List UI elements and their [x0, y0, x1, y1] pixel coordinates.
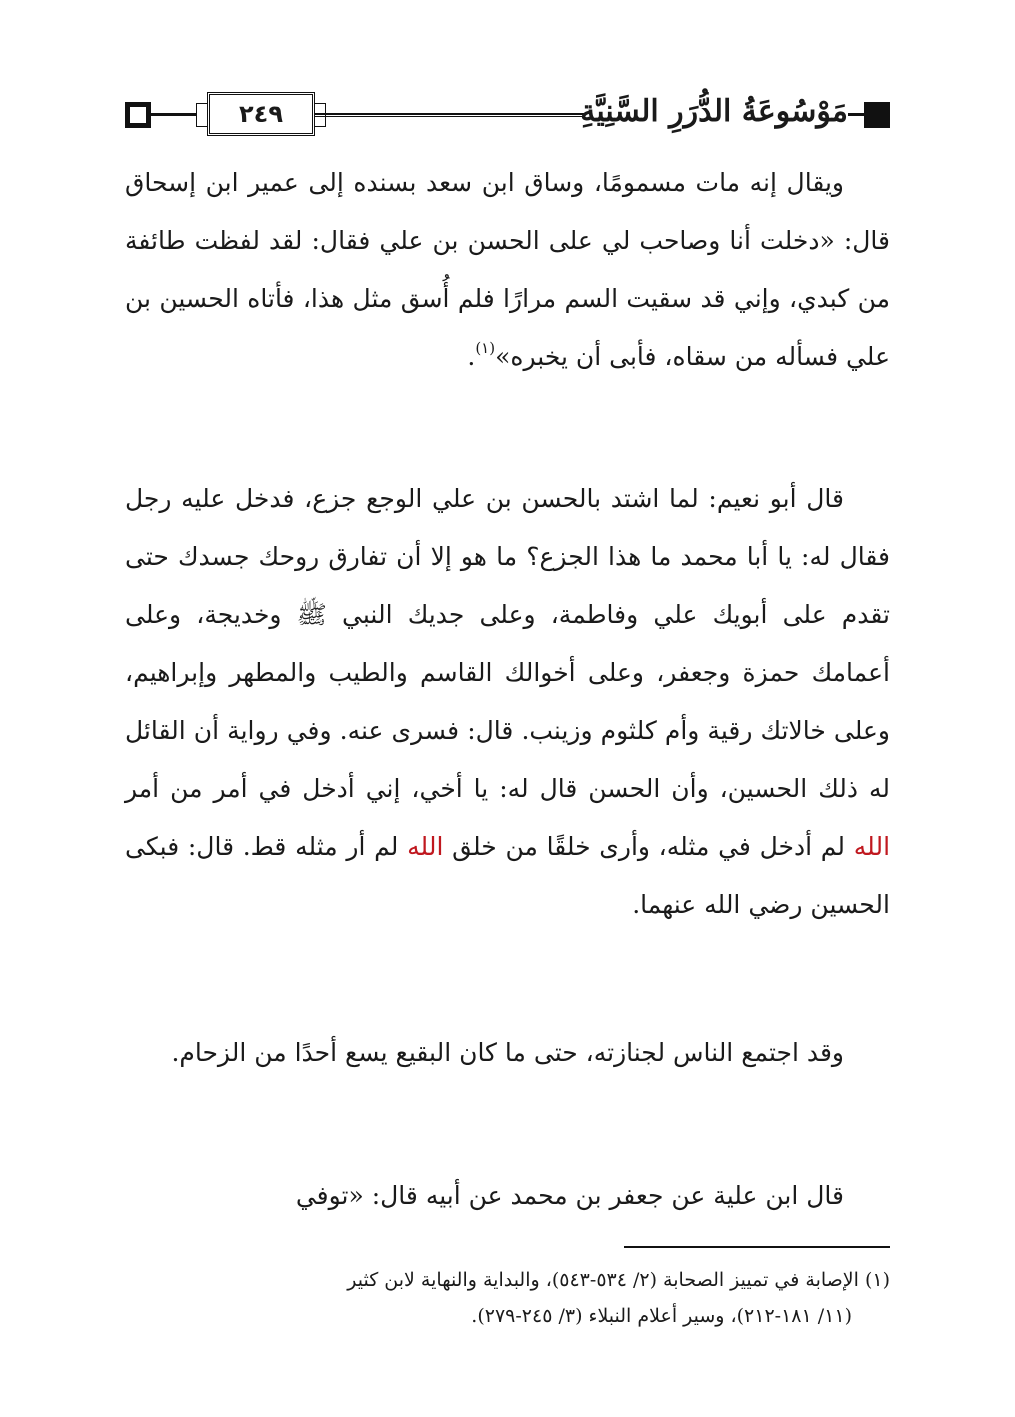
- page-header: [125, 86, 890, 142]
- header-right-square-icon: [864, 102, 890, 128]
- running-title: مَوْسُوعَةُ الدُّرَرِ السَّنِيَّةِ: [593, 90, 848, 134]
- paragraph-3: [125, 1024, 890, 1082]
- divine-name-2: الله: [407, 832, 444, 861]
- header-rule-right: [848, 113, 864, 116]
- paragraph-4-text: قال ابن علية عن جعفر بن محمد عن أبيه قال: «توفي: [295, 1181, 844, 1210]
- footnote-1-line-1: (١) الإصابة في تمييز الصحابة (٢/ ٥٣٤-٥٤٣)، والبداية والنهاية لابن كثير: [347, 1269, 890, 1291]
- header-left-square-icon: [125, 102, 151, 128]
- paragraph-2-part-2: لم أدخل في مثله، وأرى خلقًا من خلق: [452, 832, 846, 861]
- header-rule-middle: [315, 116, 585, 117]
- page-number: ٢٤٩: [239, 100, 283, 128]
- paragraph-3-text: وقد اجتمع الناس لجنازته، حتى ما كان البقيع يسع أحدًا من الزحام.: [171, 1038, 844, 1067]
- paragraph-2-part-3: لم أر مثله قط. قال: فبكى الحسين رضي الله عنهما.: [125, 832, 890, 919]
- footnote-ref-1[interactable]: (١): [475, 339, 496, 357]
- paragraph-4: [125, 1167, 890, 1225]
- footnote-1-line-2: (١١/ ١٨١-٢١٢)، وسير أعلام النبلاء (٣/ ٢٤٥-٢٧٩).: [471, 1305, 852, 1327]
- header-rule-middle-thick: [315, 113, 585, 115]
- page-number-frame: [207, 92, 315, 136]
- divine-name-1: الله: [853, 832, 891, 861]
- footnote-separator: [624, 1246, 890, 1248]
- paragraph-1: [125, 154, 890, 386]
- paragraph-1-text: ويقال إنه مات مسمومًا، وساق ابن سعد بسنده إلى عمير ابن إسحاق قال: «دخلت أنا وصاحب لي على الحسن بن علي فقال: لقد لفظت طائفة من كبدي، وإني قد سقيت السم مرارًا فلم أُسق مثل هذا، فأتاه الحسين بن علي فسأله من سقاه، فأبى أن يخبره»: [125, 168, 891, 371]
- paragraph-2-part-1: قال أبو نعيم: لما اشتد بالحسن بن علي الوجع جزع، فدخل عليه رجل فقال له: يا أبا محمد ما هذا الجزع؟ ما هو إلا أن تفارق روحك جسدك حتى تقدم على أبويك علي وفاطمة، وعلى جديك النبي ﷺ وخديجة، وعلى أعمامك حمزة وجعفر، وعلى أخوالك القاسم والطيب والمطهر وإبراهيم، وعلى خالاتك رقية وأم كلثوم وزينب. قال: فسرى عنه. وفي رواية أن القائل له ذلك الحسين، وأن الحسن قال له: يا أخي، إني أدخل في أمر من أمر: [125, 484, 890, 803]
- paragraph-1-end: .: [467, 342, 476, 371]
- paragraph-2: [125, 470, 890, 934]
- footnotes: [125, 1262, 890, 1334]
